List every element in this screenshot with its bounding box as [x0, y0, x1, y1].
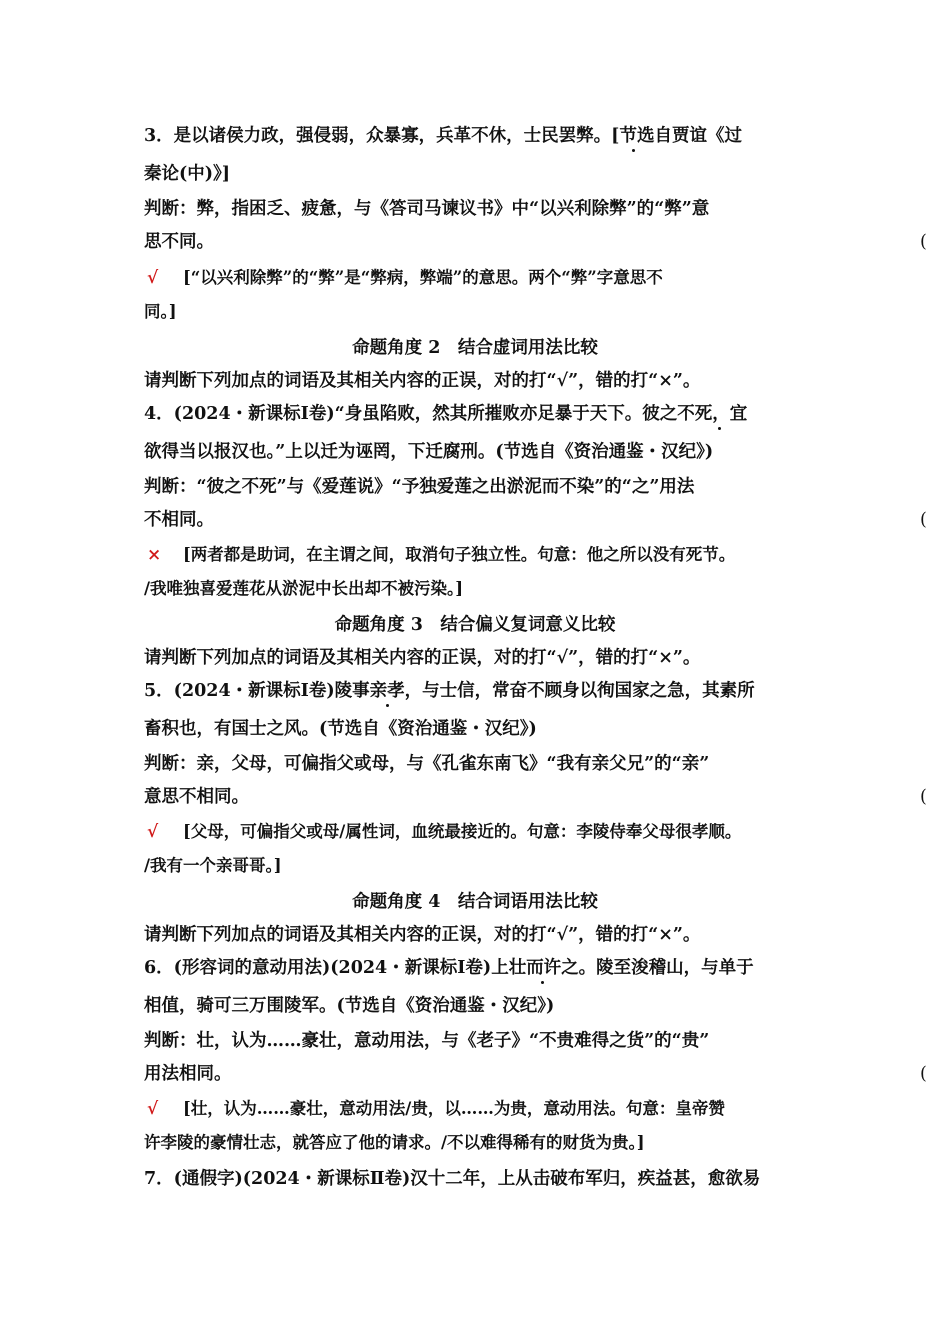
q4-explanation-line1: [两者都是助词，在主谓之间，取消句子独立性。句意：他之所以没有死节。 — [183, 545, 736, 564]
q6-answer-paren: ( — [920, 1064, 927, 1084]
q6-explanation-line1: [壮，认为……豪壮，意动用法/贵，以……为贵，意动用法。句意：皇帝赞 — [183, 1099, 725, 1118]
section-heading-2: 命题角度 2 结合虚词用法比较 — [352, 338, 598, 358]
q3-correct-mark: √ — [147, 268, 159, 288]
emphasis-dot — [632, 149, 635, 152]
q5-explanation-line1: [父母，可偏指父或母/属性词，血统最接近的。句意：李陵侍奉父母很孝顺。 — [183, 822, 742, 841]
section-heading-3: 命题角度 3 结合偏义复词意义比较 — [334, 615, 616, 635]
q5-correct-mark: √ — [147, 822, 159, 842]
q4-judgement-line2: 不相同。 — [144, 510, 214, 530]
q4-text-line1: 4．(2024・新课标Ⅰ卷)“身虽陷败，然其所摧败亦足暴于天下。彼之不死，宜 — [144, 404, 748, 424]
q7-text-line1: 7．(通假字)(2024・新课标Ⅱ卷)汉十二年，上从击破布军归，疾益甚，愈欲易 — [144, 1169, 761, 1189]
q4-judgement-line1: 判断：“彼之不死”与《爱莲说》“予独爱莲之出淤泥而不染”的“之”用法 — [144, 477, 695, 497]
section-3-instruction: 请判断下列加点的词语及其相关内容的正误，对的打“√”，错的打“×”。 — [144, 648, 701, 668]
emphasis-dot — [386, 704, 389, 707]
q6-judgement-line2: 用法相同。 — [144, 1064, 232, 1084]
q3-explanation-line1: [“以兴利除弊”的“弊”是“弊病，弊端”的意思。两个“弊”字意思不 — [183, 268, 663, 287]
q5-judgement-line2: 意思不相同。 — [144, 787, 249, 807]
emphasis-dot — [718, 427, 721, 430]
q3-answer-paren: ( — [920, 232, 927, 252]
section-4-instruction: 请判断下列加点的词语及其相关内容的正误，对的打“√”，错的打“×”。 — [144, 925, 701, 945]
q6-judgement-line1: 判断：壮，认为……豪壮，意动用法，与《老子》“不贵难得之货”的“贵” — [144, 1031, 710, 1051]
q5-judgement-line1: 判断：亲，父母，可偏指父或母，与《孔雀东南飞》“我有亲父兄”的“亲” — [144, 754, 710, 774]
q5-explanation-line2: /我有一个亲哥哥。] — [144, 856, 282, 875]
q3-text-line1: 3．是以诸侯力政，强侵弱，众暴寡，兵革不休，士民罢弊。[节选自贾谊《过 — [144, 126, 742, 146]
q4-answer-paren: ( — [920, 510, 927, 530]
q4-text-line2: 欲得当以报汉也。”上以迁为诬罔，下迁腐刑。(节选自《资治通鉴・汉纪》) — [144, 442, 714, 462]
section-2-instruction: 请判断下列加点的词语及其相关内容的正误，对的打“√”，错的打“×”。 — [144, 371, 701, 391]
q5-text-line1: 5．(2024・新课标Ⅰ卷)陵事亲孝，与士信，常奋不顾身以徇国家之急，其素所 — [144, 681, 755, 701]
q5-text-line2: 畜积也，有国士之风。(节选自《资治通鉴・汉纪》) — [144, 719, 537, 739]
section-heading-4: 命题角度 4 结合词语用法比较 — [352, 892, 598, 912]
q5-answer-paren: ( — [920, 787, 927, 807]
q3-judgement-line1: 判断：弊，指困乏、疲惫，与《答司马谏议书》中“以兴利除弊”的“弊”意 — [144, 199, 710, 219]
q4-explanation-line2: /我唯独喜爱莲花从淤泥中长出却不被污染。] — [144, 579, 464, 598]
q6-text-line1: 6．(形容词的意动用法)(2024・新课标Ⅰ卷)上壮而许之。陵至浚稽山，与单于 — [144, 958, 754, 978]
q6-text-line2: 相值，骑可三万围陵军。(节选自《资治通鉴・汉纪》) — [144, 996, 555, 1016]
q3-text-line2: 秦论(中)》] — [144, 164, 231, 184]
q6-explanation-line2: 许李陵的豪情壮志，就答应了他的请求。/不以难得稀有的财货为贵。] — [144, 1133, 645, 1152]
q6-correct-mark: √ — [147, 1099, 159, 1119]
q3-judgement-line2: 思不同。 — [144, 232, 214, 252]
q4-wrong-mark: × — [147, 545, 162, 565]
emphasis-dot — [541, 981, 544, 984]
q3-explanation-line2: 同。] — [144, 302, 177, 321]
